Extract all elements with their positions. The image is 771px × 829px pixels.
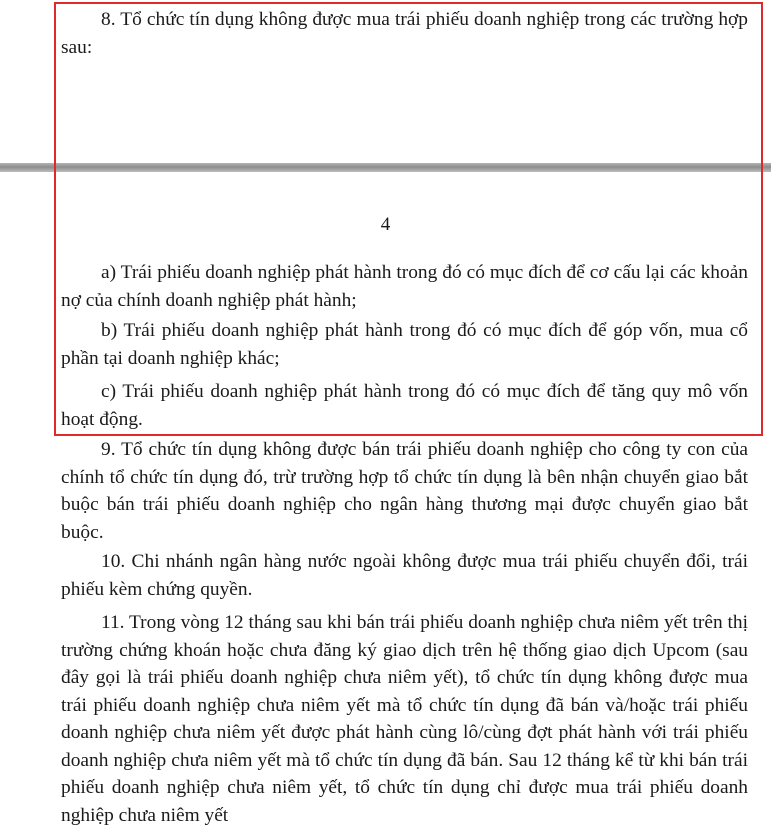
page-number: 4: [380, 214, 391, 235]
item-a: a) Trái phiếu doanh nghiệp phát hành trong đó có mục đích để cơ cấu lại các khoản nợ của chính doanh nghiệp phát hành;: [61, 262, 748, 311]
paragraph-11: 11. Trong vòng 12 tháng sau khi bán trái phiếu doanh nghiệp chưa niêm yết trên thị trường chứng khoán hoặc chưa đăng ký giao dịch trên hệ thống giao dịch Upcom (sau đây gọi là trái phiếu doanh nghiệp chưa niêm yết), tổ chức tín dụng không được mua trái phiếu doanh nghiệp chưa niêm yết mà tổ chức tín dụng đã bán và/hoặc trái phiếu doanh nghiệp chưa niêm yết được phát hành cùng lô/cùng đợt phát hành với trái phiếu doanh nghiệp chưa niêm yết mà tổ chức tín dụng đã bán. Sau 12 tháng kể từ khi bán trái phiếu doanh nghiệp chưa niêm yết, tổ chức tín dụng chỉ được mua trái phiếu doanh nghiệp chưa niêm yết: [61, 612, 748, 826]
paragraph-9: 9. Tổ chức tín dụng không được bán trái phiếu doanh nghiệp cho công ty con của chính tổ chức tín dụng đó, trừ trường hợp tổ chức tín dụng là bên nhận chuyển giao bắt buộc bán trái phiếu doanh nghiệp cho ngân hàng thương mại được chuyển giao bắt buộc.: [61, 439, 748, 543]
page-separator: [0, 163, 771, 172]
item-b: b) Trái phiếu doanh nghiệp phát hành trong đó có mục đích để góp vốn, mua cổ phần tại doanh nghiệp khác;: [61, 320, 748, 369]
paragraph-10: 10. Chi nhánh ngân hàng nước ngoài không được mua trái phiếu chuyển đổi, trái phiếu kèm chứng quyền.: [61, 551, 748, 600]
paragraph-8: 8. Tổ chức tín dụng không được mua trái phiếu doanh nghiệp trong các trường hợp sau:: [61, 9, 748, 58]
item-c: c) Trái phiếu doanh nghiệp phát hành trong đó có mục đích để tăng quy mô vốn hoạt động.: [61, 381, 748, 430]
